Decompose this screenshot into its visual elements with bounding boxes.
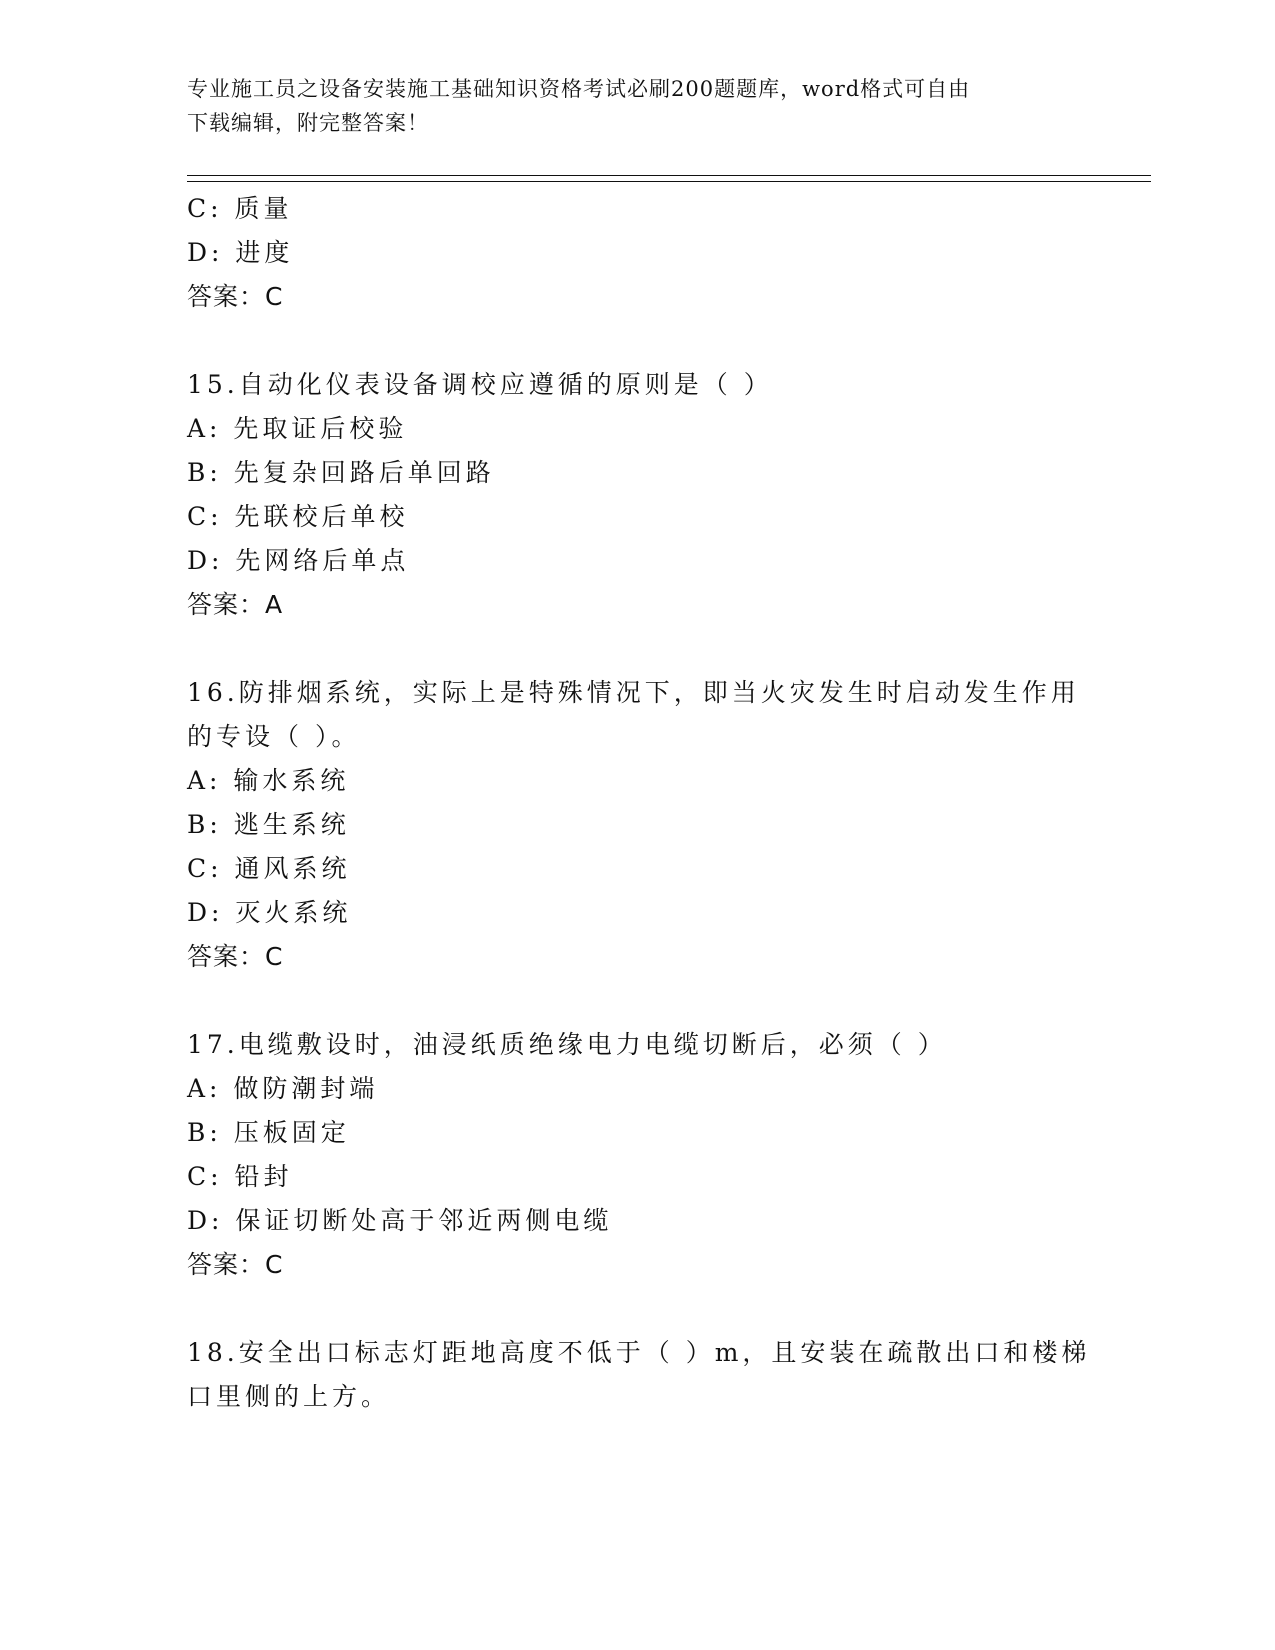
question-18-text-line-1: 18.安全出口标志灯距地高度不低于（ ）m，且安装在疏散出口和楼梯 [187, 1338, 1091, 1367]
question-17-option-b: B: 压板固定 [187, 1118, 350, 1147]
question-15-option-a: A: 先取证后校验 [187, 414, 408, 443]
question-16-text-line-2: 的专设（ ）。 [187, 722, 361, 751]
header-title-line-1: 专业施工员之设备安装施工基础知识资格考试必刷200题题库，word格式可自由 [187, 77, 971, 101]
header-divider-top [187, 175, 1151, 176]
question-17-option-d: D: 保证切断处高于邻近两侧电缆 [187, 1206, 613, 1235]
question-17-text: 17.电缆敷设时，油浸纸质绝缘电力电缆切断后，必须（ ） [187, 1030, 947, 1059]
question-15-option-b: B: 先复杂回路后单回路 [187, 458, 495, 487]
question-15-option-d: D: 先网络后单点 [187, 546, 410, 575]
question-16-option-a: A: 输水系统 [187, 766, 350, 795]
question-17-option-a: A: 做防潮封端 [187, 1074, 379, 1103]
document-header [187, 72, 1067, 140]
prev-answer: 答案：C [187, 282, 284, 311]
prev-option-c: C: 质量 [187, 194, 293, 223]
question-17-answer: 答案：C [187, 1250, 284, 1279]
question-16-option-d: D: 灭火系统 [187, 898, 352, 927]
header-divider-bottom [187, 181, 1151, 182]
question-16-option-b: B: 逃生系统 [187, 810, 350, 839]
question-15-text: 15.自动化仪表设备调校应遵循的原则是（ ） [187, 370, 773, 399]
question-15-option-c: C: 先联校后单校 [187, 502, 409, 531]
header-title-line-2: 下载编辑，附完整答案！ [187, 111, 429, 135]
question-16-text-line-1: 16.防排烟系统，实际上是特殊情况下，即当火灾发生时启动发生作用 [187, 678, 1080, 707]
prev-option-d: D: 进度 [187, 238, 294, 267]
question-16-answer: 答案：C [187, 942, 284, 971]
question-18-text-line-2: 口里侧的上方。 [187, 1382, 391, 1411]
question-16-option-c: C: 通风系统 [187, 854, 351, 883]
question-15-answer: 答案：A [187, 590, 284, 619]
question-17-option-c: C: 铅封 [187, 1162, 293, 1191]
